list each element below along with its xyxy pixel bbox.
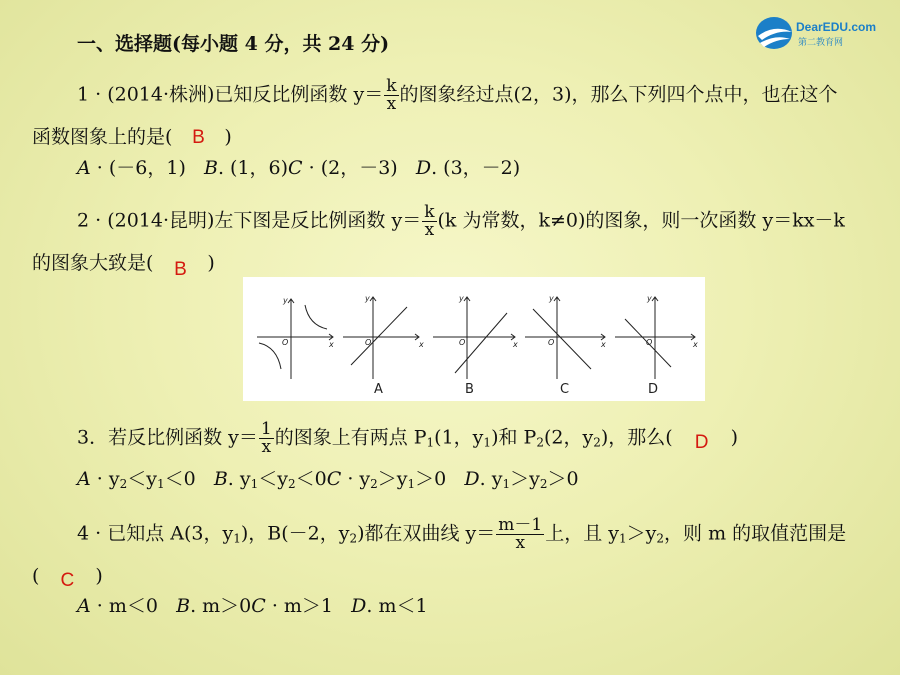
graphB-x-label: x [513,340,518,349]
q3-line1 [77,421,738,456]
q3-option-a-1: · y [90,468,120,490]
q4-frac-num: m－1 [498,515,543,535]
q3-option-b-3: ＜0 [295,468,327,490]
graphA-y-label: y [365,294,370,303]
q3-option-d-sub1: 1 [502,477,511,491]
graphs-svg [243,277,705,401]
q3-frac-den: x [259,438,274,456]
q4-line2 [32,564,103,589]
q4-text-3: 上，且 y [545,522,620,545]
q1-option-a-label: A [77,157,91,179]
q4-option-a-label: A [77,595,91,617]
q3-sub-1: 1 [426,435,435,450]
graph-a [343,297,419,379]
q1-option-d: . (3，－2) [431,157,521,179]
logo-brand-text: DearEDU.com [796,20,877,34]
q1-option-b: . (1，6) [217,157,289,179]
q3-option-c-1: · y [341,468,371,490]
q3-fraction [259,421,274,456]
q2-answer: B [174,259,187,280]
q4-text-2: )都在双曲线 y＝ [357,522,496,545]
graphD-x-label: x [693,340,698,349]
q4-sub-3: 1 [619,531,627,546]
q1-fraction [384,78,398,113]
logo-tagline-text: 第二教育网 [798,38,844,48]
graphA-x-label: x [419,340,424,349]
q4-sub-1: 1 [233,531,241,546]
q2-stem-end: 的图象大致是( [32,252,154,274]
q4-option-b: . m＞0 [190,595,252,617]
q3-text-3: )和 P [491,426,537,449]
q3-option-d-label: D [464,468,480,490]
q2-line2 [32,251,215,280]
graph0-y-label: y [283,296,288,305]
graph-c [525,297,605,379]
graphC-origin: O [548,338,555,347]
graph-label-a: A [374,382,383,397]
q3-option-b-sub2: 2 [288,477,296,491]
q1-option-c-label: C [288,157,303,179]
graph0-origin: O [282,338,289,347]
q4-frac-den: x [496,534,544,552]
q3-option-c-sub1: 2 [370,477,378,491]
q3-option-c-sub2: 1 [407,477,416,491]
graphB-y-label: y [459,294,464,303]
q3-option-d-3: ＞0 [547,468,579,490]
q1-prefix: 1 · (2014·株洲)已知反比例函数 y＝ [77,83,384,106]
graph-label-b: B [465,382,474,397]
q4-option-a: · m＜0 [90,595,158,617]
q4-suffix: ，则 m 的取值范围是 [664,522,847,545]
q4-sub-2: 2 [349,531,358,546]
q4-options [77,594,428,618]
q1-suffix: 的图象经过点(2，3)，那么下列四个点中，也在这个 [399,83,838,106]
q3-text-5: )，那么( [600,426,673,449]
q3-paren-close: ) [730,426,739,449]
graphD-y-label: y [647,294,652,303]
graphC-y-label: y [549,294,554,303]
q3-option-c-2: ＞y [377,468,408,490]
q2-suffix: (k 为常数，k≠0)的图象，则一次函数 y＝kx－k [437,209,845,232]
graph-b [433,297,515,379]
q3-sub-4: 2 [593,435,601,450]
q3-option-d-2: ＞y [510,468,540,490]
q3-sub-2: 1 [483,435,492,450]
q4-option-b-label: B [176,595,191,617]
graphC-x-label: x [601,340,606,349]
q1-line1 [77,78,838,113]
q3-option-a-label: A [77,468,91,490]
q4-paren-close: ) [95,565,103,587]
q3-option-d-sub2: 2 [539,477,548,491]
q3-option-a-2: ＜y [127,468,157,490]
q3-sub-3: 2 [536,435,544,450]
q3-option-a-sub1: 2 [119,477,128,491]
graph-d [615,297,695,379]
q4-answer: C [60,570,75,591]
q4-line1 [77,517,846,552]
q3-frac-num: 1 [260,419,272,439]
q3-option-b-sub1: 1 [250,477,259,491]
graphA-origin: O [365,338,372,347]
graph-label-d: D [648,382,659,397]
q4-option-c-label: C [251,595,266,617]
q1-frac-num: k [386,76,397,96]
graph-reciprocal [257,299,333,379]
q4-paren-open: ( [32,565,40,587]
q3-option-c-3: ＞0 [415,468,447,490]
q2-fraction [422,204,436,239]
q2-frac-den: x [422,221,436,239]
q3-option-a-sub2: 1 [156,477,165,491]
graphD-origin: O [646,338,653,347]
q4-option-d: . m＜1 [366,595,428,617]
q1-option-d-label: D [415,157,432,179]
q3-option-c-label: C [326,468,342,490]
logo-swoosh-icon [752,10,882,56]
q2-prefix: 2 · (2014·昆明)左下图是反比例函数 y＝ [77,209,422,232]
dearedu-logo [752,10,882,56]
q1-answer: B [192,127,205,148]
q4-text-1: )，B(－2，y [240,522,350,545]
q1-option-a: · (－6，1) [90,157,186,179]
q4-option-c: · m＞1 [265,595,334,617]
q3-option-b-2: ＜y [258,468,288,490]
q1-options [77,156,520,180]
q3-option-d-1: . y [479,468,503,490]
graph-label-c: C [560,382,570,397]
q2-frac-num: k [424,202,435,222]
q4-option-d-label: D [351,595,367,617]
graphB-origin: O [459,338,466,347]
section-title: 一、选择题(每小题 4 分，共 24 分) [77,33,390,55]
q3-option-a-3: ＜0 [164,468,196,490]
q4-sub-4: 2 [656,531,665,546]
q1-stem-end: 函数图象上的是( [32,126,173,148]
q3-option-b-1: . y [227,468,251,490]
q1-option-c: · (2，－3) [302,157,398,179]
q1-frac-den: x [384,95,398,113]
q3-text-2: (1，y [434,426,484,449]
q3-option-b-label: B [213,468,228,490]
q4-prefix: 4 · 已知点 A(3，y [77,522,234,545]
q2-paren-close: ) [207,252,215,274]
q3-answer: D [694,431,709,453]
q4-text-4: ＞y [626,522,657,545]
q3-options [77,467,579,491]
q2-line1 [77,204,845,239]
graphs-figure [243,277,705,401]
q4-fraction [496,517,544,552]
q1-paren-close: ) [224,126,232,148]
q1-option-b-label: B [203,157,218,179]
q3-text-4: (2，y [543,426,594,449]
q3-text-1: 的图象上有两点 P [274,426,427,449]
q3-prefix: 3．若反比例函数 y＝ [77,426,258,449]
q1-line2 [32,125,232,150]
graph0-x-label: x [329,340,334,349]
